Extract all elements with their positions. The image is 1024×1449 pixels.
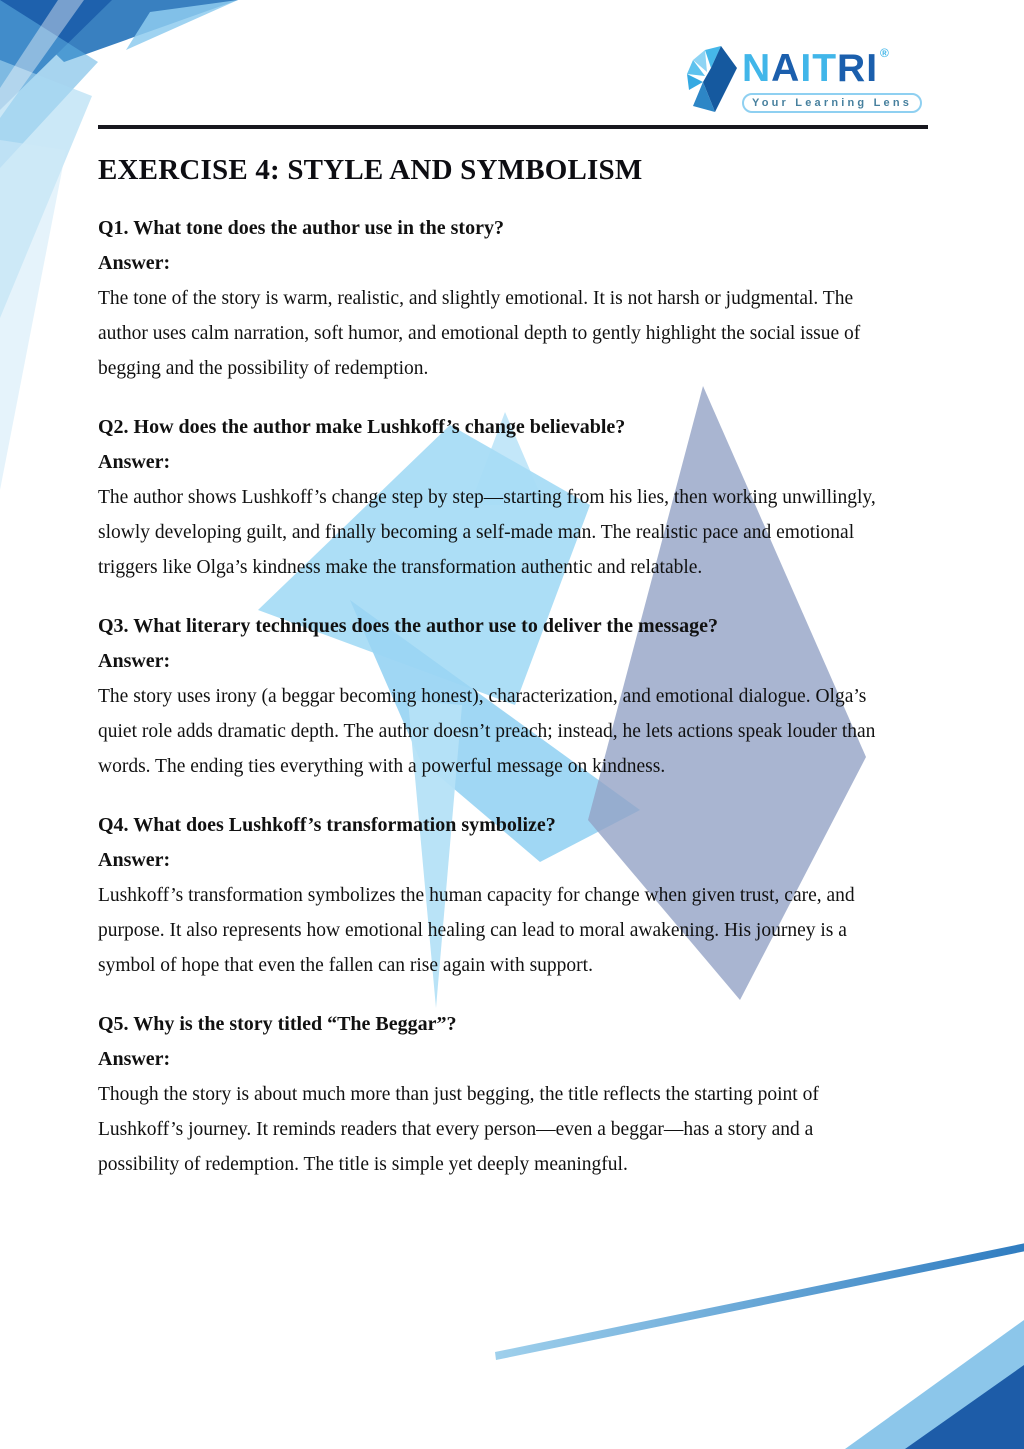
- answer-line: begging and the possibility of redemption.: [98, 358, 429, 379]
- registered-mark-icon: ®: [880, 46, 890, 60]
- question-heading: Q1. What tone does the author use in the story?: [98, 217, 504, 239]
- qa-block-1: [98, 211, 931, 386]
- brand-letter: I: [866, 47, 879, 90]
- page-title: EXERCISE 4: STYLE AND SYMBOLISM: [98, 154, 643, 186]
- naitri-logo: [681, 46, 922, 118]
- question-heading: Q4. What does Lushkoff’s transformation symbolize?: [98, 814, 556, 836]
- answer-line: quiet role adds dramatic depth. The author doesn’t preach; instead, he lets actions speak louder than: [98, 721, 876, 742]
- footer-stripe: [495, 1243, 1024, 1360]
- answer-line: symbol of hope that even the fallen can rise again with support.: [98, 955, 593, 976]
- answer-label: Answer:: [98, 849, 171, 871]
- brand-letter: T: [812, 47, 838, 90]
- qa-block-3: [98, 609, 931, 784]
- answer-line: slowly developing guilt, and finally becoming a self-made man. The realistic pace and emotional: [98, 522, 855, 543]
- footer-decoration: [495, 1243, 1024, 1449]
- answer-label: Answer:: [98, 252, 171, 274]
- answer-label: Answer:: [98, 1048, 171, 1070]
- answer-line: words. The ending ties everything with a powerful message on kindness.: [98, 756, 666, 777]
- answer-line: purpose. It also represents how emotional healing can lead to moral awakening. His journey is a: [98, 920, 847, 941]
- qa-block-5: [98, 1007, 931, 1182]
- brand-letter: A: [771, 47, 801, 90]
- brand-letter: R: [837, 47, 867, 90]
- qa-block-2: [98, 410, 931, 585]
- answer-line: triggers like Olga’s kindness make the transformation authentic and relatable.: [98, 557, 703, 578]
- brand-letter: I: [800, 47, 813, 90]
- worksheet-content: [98, 150, 931, 1206]
- answer-label: Answer:: [98, 650, 171, 672]
- logo-tagline: Your Learning Lens: [742, 93, 922, 113]
- logo-bird-icon: [681, 46, 739, 118]
- answer-line: Lushkoff’s transformation symbolizes the human capacity for change when given trust, care, and: [98, 885, 855, 906]
- answer-line: author uses calm narration, soft humor, and emotional depth to gently highlight the social issue of: [98, 323, 861, 344]
- question-heading: Q5. Why is the story titled “The Beggar”?: [98, 1013, 457, 1035]
- brand-letter: N: [742, 47, 772, 90]
- question-heading: Q2. How does the author make Lushkoff’s change believable?: [98, 416, 626, 438]
- answer-line: Though the story is about much more than just begging, the title reflects the starting point of: [98, 1084, 819, 1105]
- answer-line: The tone of the story is warm, realistic, and slightly emotional. It is not harsh or judgmental. The: [98, 288, 854, 309]
- bottom-right-corner-decoration: [845, 1320, 1024, 1449]
- answer-line: The author shows Lushkoff’s change step by step—starting from his lies, then working unwillingly,: [98, 487, 876, 508]
- answer-line: The story uses irony (a beggar becoming honest), characterization, and emotional dialogue. Olga’s: [98, 686, 867, 707]
- header-divider: [98, 125, 928, 129]
- answer-label: Answer:: [98, 451, 171, 473]
- question-heading: Q3. What literary techniques does the author use to deliver the message?: [98, 615, 718, 637]
- answer-line: possibility of redemption. The title is simple yet deeply meaningful.: [98, 1154, 628, 1175]
- brand-wordmark: [742, 46, 922, 92]
- qa-block-4: [98, 808, 931, 983]
- answer-line: Lushkoff’s journey. It reminds readers that every person—even a beggar—has a story and a: [98, 1119, 814, 1140]
